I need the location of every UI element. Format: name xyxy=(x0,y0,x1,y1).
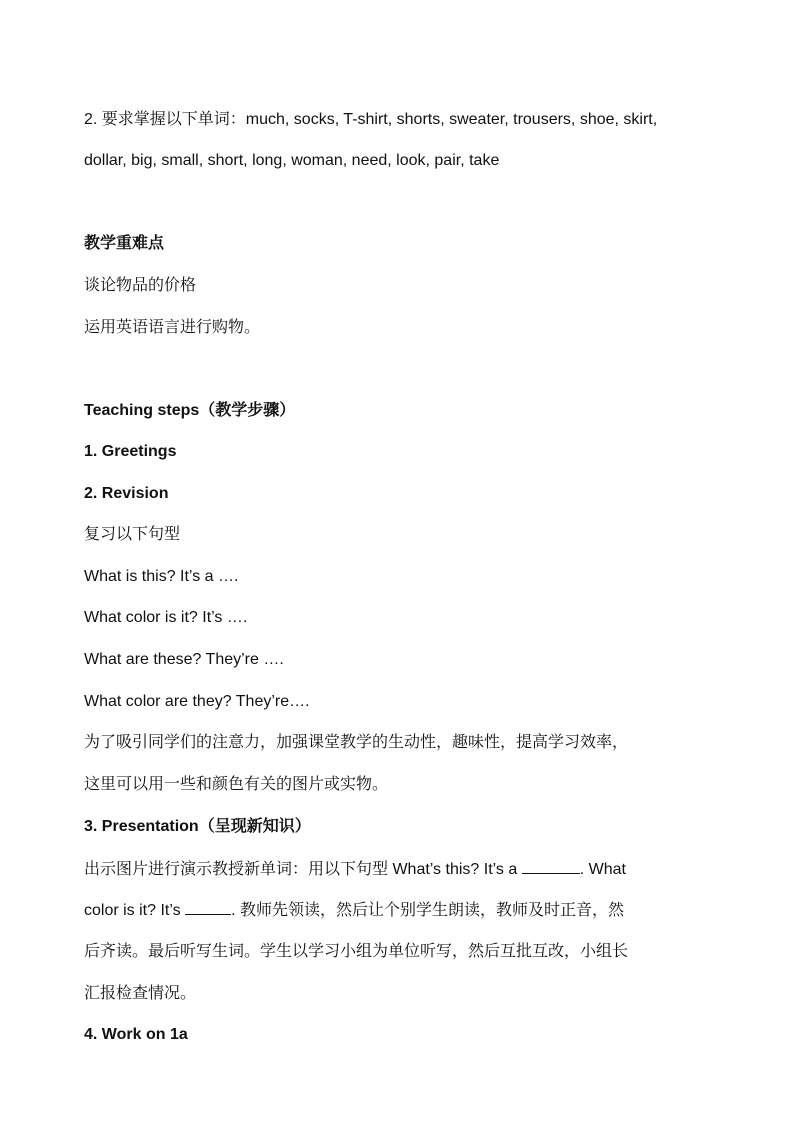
teaching-steps-heading: Teaching steps（教学步骤） xyxy=(84,402,296,419)
presentation-line-2 xyxy=(84,900,624,921)
revision-note-line-2: 这里可以用一些和颜色有关的图片或实物。 xyxy=(84,776,389,793)
revision-sentence-3: What are these? They’re …. xyxy=(84,651,284,668)
presentation-line-3: 后齐读。最后听写生词。学生以学习小组为单位听写，然后互批互改，小组长 xyxy=(84,943,629,960)
fill-in-blank xyxy=(522,859,580,874)
revision-intro: 复习以下句型 xyxy=(84,526,181,543)
revision-sentence-2: What color is it? It’s …. xyxy=(84,609,248,626)
step-work-on-1a: 4. Work on 1a xyxy=(84,1026,188,1043)
fill-in-blank xyxy=(185,900,231,915)
key-points-heading: 教学重难点 xyxy=(84,235,165,252)
revision-sentence-4: What color are they? They’re…. xyxy=(84,693,310,710)
key-point-1: 谈论物品的价格 xyxy=(84,277,197,294)
presentation-line-2-end: . 教师先领读，然后让个别学生朗读，教师及时正音，然 xyxy=(231,902,624,919)
presentation-line-1-end: . What xyxy=(579,861,626,878)
presentation-line-4: 汇报检查情况。 xyxy=(84,985,197,1002)
revision-sentence-1: What is this? It’s a …. xyxy=(84,568,239,585)
revision-note-line-1: 为了吸引同学们的注意力，加强课堂教学的生动性，趣味性，提高学习效率， xyxy=(84,734,629,751)
presentation-line-1-text: 出示图片进行演示教授新单词：用以下句型 What’s this? It’s a xyxy=(84,861,522,878)
objective-item-2-line-1: 2. 要求掌握以下单词：much, socks, T-shirt, shorts, sweater, trousers, shoe, skirt, xyxy=(84,111,658,128)
objective-item-2-line-2: dollar, big, small, short, long, woman, need, look, pair, take xyxy=(84,152,500,169)
presentation-line-2-text: color is it? It’s xyxy=(84,902,186,919)
step-presentation: 3. Presentation（呈现新知识） xyxy=(84,818,311,835)
key-point-2: 运用英语语言进行购物。 xyxy=(84,319,261,336)
step-greetings: 1. Greetings xyxy=(84,443,177,460)
presentation-line-1 xyxy=(84,859,626,880)
step-revision: 2. Revision xyxy=(84,485,169,502)
